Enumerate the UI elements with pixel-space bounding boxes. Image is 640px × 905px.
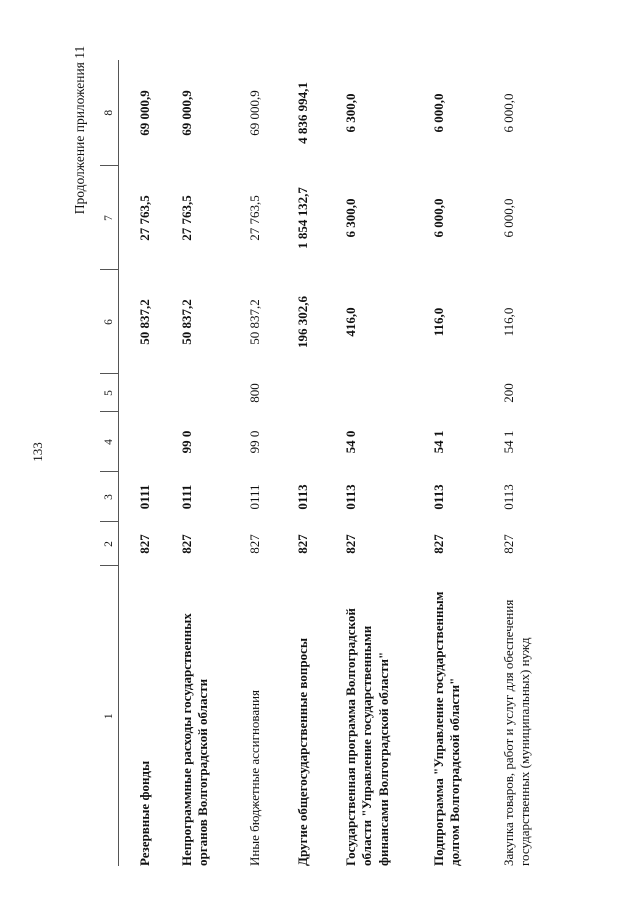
header-col-1: 1 — [100, 566, 119, 866]
header-col-6: 6 — [100, 270, 119, 374]
table-row — [119, 60, 176, 866]
cell-total: 6 000,0 — [501, 93, 516, 133]
table-row — [339, 60, 427, 866]
table-header-row — [100, 60, 119, 866]
budget-table — [100, 60, 561, 866]
cell-section: 0111 — [179, 484, 194, 510]
row-name: Подпрограмма "Управление государственным долгом Волгоградской области" — [431, 591, 463, 866]
header-col-2: 2 — [100, 522, 119, 566]
cell-amount-1: 196 302,6 — [295, 296, 310, 348]
cell-amount-1: 416,0 — [343, 307, 358, 337]
row-name: Непрограммные расходы государственных органов Волгоградской области — [179, 613, 211, 866]
cell-program — [291, 412, 339, 472]
cell-amount-2: 6 300,0 — [343, 198, 358, 238]
table-row — [427, 60, 497, 866]
cell-section: 0113 — [431, 484, 446, 510]
cell-section: 0113 — [501, 484, 516, 510]
cell-total: 69 000,9 — [179, 90, 194, 136]
cell-expense-type — [175, 374, 243, 412]
cell-expense-type — [339, 374, 427, 412]
cell-program — [119, 412, 176, 472]
cell-expense-type: 800 — [247, 383, 262, 403]
cell-section: 0111 — [247, 484, 262, 510]
cell-program: 54 1 — [501, 430, 516, 454]
cell-amount-1: 50 837,2 — [179, 299, 194, 345]
table-row — [291, 60, 339, 866]
table-row — [497, 60, 561, 866]
cell-program: 54 0 — [343, 430, 358, 454]
row-name: Закупка товаров, работ и услуг для обеспечения государственных (муниципальных) нужд — [501, 599, 533, 866]
cell-amount-2: 27 763,5 — [137, 195, 152, 241]
cell-ministry: 827 — [431, 534, 446, 554]
header-col-7: 7 — [100, 166, 119, 270]
cell-amount-1: 116,0 — [431, 307, 446, 337]
cell-amount-1: 50 837,2 — [137, 299, 152, 345]
row-name: Государственная программа Волгоградской области "Управление государственными финансами Волгоградской области" — [343, 608, 391, 866]
cell-ministry: 827 — [179, 534, 194, 554]
cell-section: 0111 — [137, 484, 152, 510]
row-name: Резервные фонды — [137, 760, 152, 866]
cell-section: 0113 — [295, 484, 310, 510]
rotated-table-wrapper — [100, 60, 533, 866]
row-name: Иные бюджетные ассигнования — [247, 689, 262, 866]
cell-total: 6 000,0 — [431, 93, 446, 133]
cell-total: 69 000,9 — [137, 90, 152, 136]
row-name: Другие общегосударственные вопросы — [295, 638, 310, 866]
cell-program: 54 1 — [431, 430, 446, 454]
cell-total: 6 300,0 — [343, 93, 358, 133]
cell-section: 0113 — [343, 484, 358, 510]
cell-ministry: 827 — [501, 534, 516, 554]
cell-expense-type — [119, 374, 176, 412]
cell-ministry: 827 — [295, 534, 310, 554]
cell-total: 4 836 994,1 — [295, 82, 310, 144]
cell-ministry: 827 — [343, 534, 358, 554]
cell-amount-2: 1 854 132,7 — [295, 187, 310, 249]
header-col-4: 4 — [100, 412, 119, 472]
cell-amount-1: 50 837,2 — [247, 299, 262, 345]
table-row — [243, 60, 291, 866]
header-col-8: 8 — [100, 60, 119, 166]
page-number: 133 — [30, 442, 45, 462]
cell-program: 99 0 — [179, 430, 194, 454]
cell-expense-type — [427, 374, 497, 412]
appendix-caption: Продолжение приложения 11 — [72, 45, 87, 215]
cell-total: 69 000,9 — [247, 90, 262, 136]
header-col-5: 5 — [100, 374, 119, 412]
cell-program: 99 0 — [247, 430, 262, 454]
cell-amount-2: 6 000,0 — [501, 198, 516, 238]
cell-amount-1: 116,0 — [501, 307, 516, 337]
cell-expense-type — [291, 374, 339, 412]
table-row — [175, 60, 243, 866]
cell-amount-2: 27 763,5 — [247, 195, 262, 241]
cell-ministry: 827 — [247, 534, 262, 554]
cell-expense-type: 200 — [501, 383, 516, 403]
header-col-3: 3 — [100, 472, 119, 522]
cell-ministry: 827 — [137, 534, 152, 554]
cell-amount-2: 27 763,5 — [179, 195, 194, 241]
cell-amount-2: 6 000,0 — [431, 198, 446, 238]
